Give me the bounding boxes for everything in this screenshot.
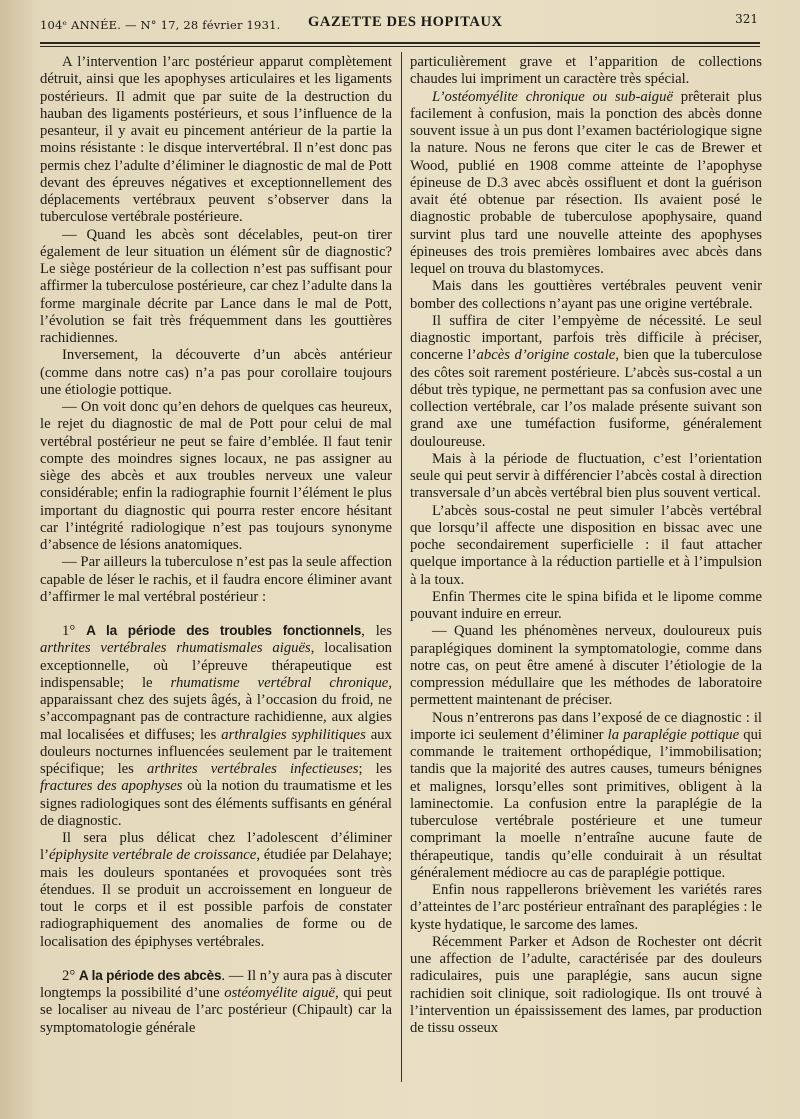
- list-number: 1°: [62, 623, 87, 639]
- italic-term: arthralgies syphilitiques: [221, 726, 366, 743]
- paragraph-abces: [40, 967, 392, 1037]
- text-run: qui commande le traitement orthopédique, l’immobilisation; tandis que la majorité des autres causes, tumeurs bénignes et malignes, lorsqu’elles sont primitives, obligent à la laminectomie. La confusion entre la paraplégie de la tuberculose vertébrale postérieure et une tumeur comprimant la moelle n’entraîne aucune faute de thérapeutique, tandis qu’elle conduirait à un résultat généralement médiocre au cas de paraplégie pottique.: [410, 726, 762, 881]
- page-header: [40, 12, 760, 38]
- italic-term: rhumatisme vertébral chronique: [170, 674, 389, 691]
- header-rule: [40, 42, 760, 44]
- italic-term: épiphysite vertébrale de croissance: [48, 847, 257, 864]
- issue-info: 104ᵉ ANNÉE. — N° 17, 28 février 1931.: [40, 18, 281, 32]
- italic-term: arthrites vertébrales rhumatismales aiguës: [40, 640, 311, 657]
- text-run: , qui peut se localiser au niveau de l’arc postérieur (Chipault) car la symptomatologie générale: [40, 985, 392, 1036]
- text-run: aux douleurs nocturnes influencées seulement par le traitement spécifique; les: [40, 726, 392, 777]
- text-run: prêterait plus facilement à confusion, mais la ponction des abcès donne souvent issue à un pus dont l’examen bactériologique signe la nature. Nous ne ferons que citer le cas de Brewer et Wood, publié en 1908 comme atteinte de l’apophyse épineuse de D.3 avec abcès ossifluent et dont la guérison avait été obtenue par résection. Ils avaient posé le diagnostic probable de tuberculose apophysaire, quand survint plus tard une nouvelle atteinte des apophyses épineuses des trois premières lombaires avec abcès dans lequel on trouva du blastomyces.: [410, 88, 762, 277]
- text-run: , les: [361, 623, 393, 639]
- paragraph: Inversement, la découverte d’un abcès antérieur (comme dans notre cas) n’a pas pour corollaire toujours une étiologie pottique.: [40, 347, 392, 398]
- paragraph: Récemment Parker et Adson de Rochester ont décrit une affection de l’adulte, caractérisée par des douleurs radiculaires, puis une paraplégie, sans aucun signe rachidien soit clinique, soit radiologique. Ils ont trouvé à l’intervention un épaississement des lames, par production de tissu osseux: [410, 933, 762, 1036]
- paragraph: — On voit donc qu’en dehors de quelques cas heureux, le rejet du diagnostic de mal de Pott pour celui de mal vertébral postérieur ne peut se faire d’emblée. Il faut tenir compte des moindres signes locaux, ne pas assigner au siège des abcès et aux troubles nerveux une valeur considérable; enfin la radiographie fournit l’élément le plus important du diagnostic qui pourra rester encore hésitant car l’intégrité radiologique n’est pas toujours synonyme d’absence de lésions anatomiques.: [40, 399, 392, 553]
- text-run: Nous n’entrerons pas dans l’exposé de ce diagnostic : il importe ici seulement d’éliminer: [410, 709, 762, 743]
- paragraph: L’abcès sous-costal ne peut simuler l’abcès vertébral que lorsqu’il affecte une disposition en bissac avec une poche secondairement superficielle : il faut attacher quelque importance à la réduction partielle et à l’impulsion à la toux.: [410, 502, 762, 588]
- paragraph: — Quand les abcès sont décelables, peut-on tirer également de leur situation un élément sûr de diagnostic? Le siège postérieur de la collection n’est pas suffisant pour affirmer la tuberculose postérieure, car chez l’adulte dans la forme marginale décrite par Lance dans le mal de Pott, l’évolution se fait très fréquemment dans les gouttières rachidiennes.: [40, 226, 392, 346]
- column-divider: [401, 52, 402, 1082]
- text-run: , apparaissant chez des sujets âgés, à l’occasion du froid, ne s’accompagnant pas de contracture rachidienne, aux algies mal localisées et diffuses; les: [40, 674, 392, 743]
- text-run: , étudiée par Delahaye; mais les douleurs spontanées et provoquées sont très étendues. Il se produit un accroissement en longueur de tout le corps et il est possible parfois de constater radiographiquement des anomalies de forme ou de localisation des épiphyses vertébrales.: [40, 847, 392, 950]
- section-heading: A la période des troubles fonctionnels: [86, 623, 362, 638]
- paragraph: Mais à la période de fluctuation, c’est l’orientation seule qui peut servir à différencier l’abcès costal à direction transversale d’un abcès vertébral bien plus souvent vertical.: [410, 450, 762, 502]
- italic-term: abcès d’origine costale: [476, 347, 616, 364]
- italic-term: la paraplégie pottique: [607, 726, 740, 743]
- left-column: [40, 54, 392, 1037]
- paragraph: Enfin Thermes cite le spina bifida et le lipome comme pouvant induire en erreur.: [410, 588, 762, 622]
- page-number: 321: [735, 12, 758, 26]
- text-run: , localisation exceptionnelle, où l’épreuve thérapeutique est indispensable; le: [40, 640, 393, 691]
- paragraph: [40, 830, 392, 951]
- text-run: . — Il n’y aura pas à discuter longtemps la possibilité d’une: [40, 967, 392, 1001]
- paragraph: Enfin nous rappellerons brièvement les variétés rares d’atteintes de l’arc postérieur entraînant des paraplégies : le kyste hydatique, le sarcome des lames.: [410, 882, 762, 933]
- italic-term: arthrites vertébrales infectieuses: [147, 761, 359, 777]
- journal-title: GAZETTE DES HOPITAUX: [308, 14, 503, 30]
- paragraph: — Par ailleurs la tuberculose n’est pas la seule affection capable de léser le rachis, et il faudra encore éliminer avant d’affirmer le mal vertébral postérieur :: [40, 554, 392, 605]
- paragraph: [410, 710, 762, 883]
- text-run: où la notion du traumatisme et les signes radiologiques sont des éléments suffisants en général de diagnostic.: [40, 778, 392, 829]
- text-run: , bien que la tuberculose des côtes soit rarement postérieure. L’abcès sus-costal a un début très typique, ne permettant pas sa confusion avec une collection vertébrale, car l’os malade présente suivant son grand axe une tuméfaction fusiforme, généralement douloureuse.: [410, 347, 762, 450]
- paragraph: A l’intervention l’arc postérieur apparut complètement détruit, ainsi que les apophyses articulaires et les ligaments postérieurs. Il admit que par suite de la destruction du hauban des ligaments postérieurs, et sous l’influence de la pesanteur, il y avait eu pincement antérieur de la partie la moins résistante : le disque intervertébral. Il n’est donc pas permis chez l’adulte d’éliminer le diagnostic de mal de Pott devant des épreuves négatives et exceptionnellement des déplacements vertébraux peuvent s’observer dans la tuberculose vertébrale postérieure.: [40, 54, 392, 226]
- text-run: Il sera plus délicat chez l’adolescent d’éliminer l’: [40, 830, 392, 864]
- italic-term: fractures des apophyses: [40, 778, 183, 795]
- text-run: Il suffira de citer l’empyème de nécessité. Le seul diagnostic important, parfois très difficile à préciser, concerne l’: [410, 312, 762, 364]
- header-rule-thin: [40, 46, 760, 47]
- paragraph: — Quand les phénomènes nerveux, douloureux puis paraplégiques dominent la symptomatologie, comme dans notre cas, on peut être amené à discuter l’étiologie de la compression médullaire que les méthodes de laboratoire permettent maintenant de préciser.: [410, 623, 762, 709]
- right-column: [410, 54, 762, 1037]
- paragraph: particulièrement grave et l’apparition de collections chaudes lui impriment un caractère très spécial.: [410, 54, 762, 88]
- paragraph-troubles-fonctionnels: [40, 622, 392, 830]
- paragraph: [410, 89, 762, 279]
- paragraph: [410, 313, 762, 451]
- paragraph: Mais dans les gouttières vertébrales peuvent venir bomber des collections n’ayant pas une origine vertébrale.: [410, 278, 762, 312]
- italic-term: ostéomyélite aiguë: [224, 985, 335, 1001]
- italic-term: L’ostéomyélite chronique ou sub-aiguë: [432, 88, 673, 105]
- list-number: 2°: [62, 967, 79, 984]
- section-heading: A la période des abcès: [78, 967, 222, 983]
- text-run: ; les: [358, 761, 392, 777]
